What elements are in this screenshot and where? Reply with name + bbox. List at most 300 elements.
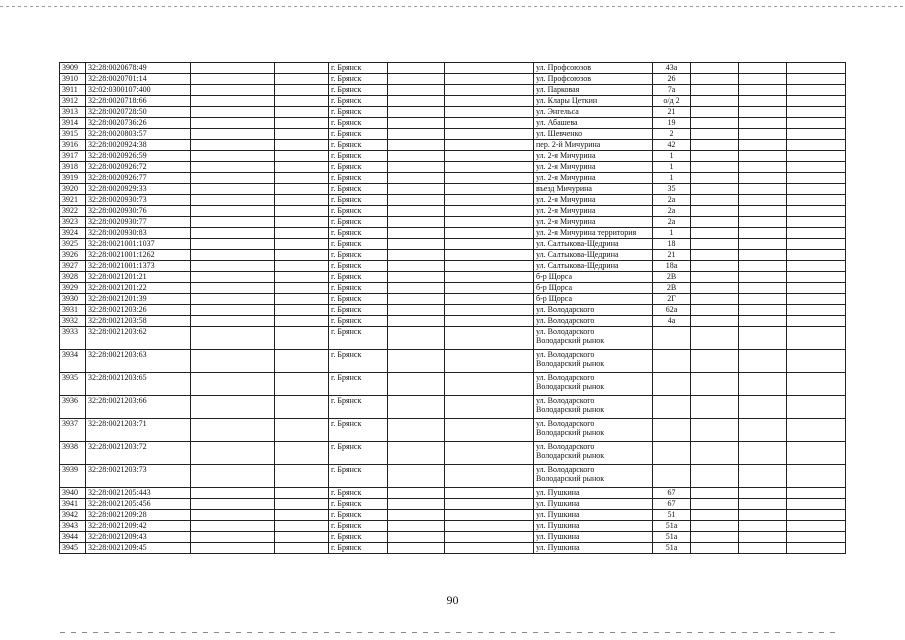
house-number-text: 18а: [665, 261, 678, 270]
city-text: г. Брянск: [331, 96, 362, 105]
house-number-text: 2В: [666, 272, 677, 281]
empty-cell: [191, 195, 275, 206]
empty-cell: [691, 195, 739, 206]
empty-cell: [275, 373, 329, 396]
empty-cell: [275, 118, 329, 129]
street-cell: [534, 305, 653, 316]
table-row: [60, 350, 846, 373]
empty-cell: [739, 206, 787, 217]
empty-cell: [739, 373, 787, 396]
empty-cell: [388, 261, 445, 272]
house-number-cell: [653, 327, 691, 350]
house-number-text: 42: [667, 140, 676, 149]
empty-cell: [388, 442, 445, 465]
empty-cell: [191, 107, 275, 118]
city-text: г. Брянск: [331, 305, 362, 314]
empty-cell: [787, 173, 846, 184]
empty-cell: [691, 228, 739, 239]
cadastral-number-text: 32:28:0021203:62: [88, 327, 147, 336]
cadastral-number-cell: [86, 96, 191, 107]
row-number-text: 3925: [62, 239, 78, 248]
house-number-cell: [653, 261, 691, 272]
table-row: [60, 107, 846, 118]
empty-cell: [388, 283, 445, 294]
city-cell: [329, 272, 388, 283]
empty-cell: [691, 294, 739, 305]
house-number-text: 2а: [667, 195, 676, 204]
row-number-text: 3936: [62, 396, 78, 405]
cadastral-number-text: 32:28:0021209:43: [88, 532, 147, 541]
empty-cell: [691, 107, 739, 118]
row-number-text: 3920: [62, 184, 78, 193]
city-text: г. Брянск: [331, 250, 362, 259]
empty-cell: [388, 228, 445, 239]
house-number-cell: [653, 107, 691, 118]
row-number-text: 3942: [62, 510, 78, 519]
house-number-text: 1: [669, 228, 674, 237]
empty-cell: [388, 107, 445, 118]
cadastral-number-text: 32:28:0021203:26: [88, 305, 147, 314]
street-cell: [534, 510, 653, 521]
city-cell: [329, 85, 388, 96]
street-text: ул. Профсоюзов: [536, 74, 592, 83]
house-number-text: 1: [669, 162, 674, 171]
empty-cell: [388, 206, 445, 217]
street-text: ул. Клары Цеткин: [536, 96, 598, 105]
empty-cell: [739, 140, 787, 151]
house-number-cell: [653, 532, 691, 543]
house-number-text: 2Г: [667, 294, 676, 303]
row-number-cell: [60, 488, 86, 499]
row-number-cell: [60, 184, 86, 195]
row-number-cell: [60, 305, 86, 316]
street-cell: [534, 327, 653, 350]
row-number-text: 3940: [62, 488, 78, 497]
empty-cell: [787, 206, 846, 217]
empty-cell: [191, 228, 275, 239]
empty-cell: [691, 283, 739, 294]
cadastral-number-text: 32:28:0020926:59: [88, 151, 147, 160]
cadastral-number-cell: [86, 373, 191, 396]
empty-cell: [275, 63, 329, 74]
empty-cell: [739, 228, 787, 239]
empty-cell: [739, 488, 787, 499]
street-cell: [534, 465, 653, 488]
row-number-cell: [60, 85, 86, 96]
empty-cell: [739, 261, 787, 272]
empty-cell: [787, 184, 846, 195]
empty-cell: [388, 63, 445, 74]
empty-cell: [191, 173, 275, 184]
city-text: г. Брянск: [331, 173, 362, 182]
empty-cell: [691, 305, 739, 316]
empty-cell: [691, 74, 739, 85]
empty-cell: [787, 442, 846, 465]
city-cell: [329, 488, 388, 499]
row-number-cell: [60, 118, 86, 129]
city-cell: [329, 217, 388, 228]
empty-cell: [739, 419, 787, 442]
table-row: [60, 228, 846, 239]
street-cell: [534, 74, 653, 85]
empty-cell: [691, 151, 739, 162]
table-row: [60, 488, 846, 499]
empty-cell: [275, 162, 329, 173]
cadastral-number-text: 32:28:0021001:1037: [88, 239, 155, 248]
empty-cell: [739, 162, 787, 173]
street-note-text: Володарский рынок: [536, 405, 605, 414]
table-row: [60, 396, 846, 419]
street-text: ул. Пушкина: [536, 532, 580, 541]
empty-cell: [275, 327, 329, 350]
city-cell: [329, 107, 388, 118]
city-cell: [329, 465, 388, 488]
cadastral-number-text: 32:28:0021203:71: [88, 419, 147, 428]
empty-cell: [275, 350, 329, 373]
house-number-cell: [653, 396, 691, 419]
empty-cell: [275, 228, 329, 239]
street-note-text: Володарский рынок: [536, 451, 605, 460]
empty-cell: [388, 239, 445, 250]
empty-cell: [388, 151, 445, 162]
empty-cell: [691, 488, 739, 499]
cadastral-number-text: 32:28:0020929:33: [88, 184, 147, 193]
row-number-cell: [60, 239, 86, 250]
empty-cell: [191, 294, 275, 305]
street-cell: [534, 206, 653, 217]
empty-cell: [191, 499, 275, 510]
cadastral-number-text: 32:28:0020924:38: [88, 140, 147, 149]
empty-cell: [388, 419, 445, 442]
table-row: [60, 283, 846, 294]
row-number-cell: [60, 162, 86, 173]
table-body: [60, 63, 846, 554]
empty-cell: [787, 151, 846, 162]
table-row: [60, 173, 846, 184]
city-cell: [329, 184, 388, 195]
empty-cell: [191, 63, 275, 74]
empty-cell: [445, 107, 534, 118]
empty-cell: [739, 294, 787, 305]
house-number-text: 26: [667, 74, 676, 83]
table-row: [60, 217, 846, 228]
empty-cell: [691, 272, 739, 283]
street-cell: [534, 442, 653, 465]
empty-cell: [445, 63, 534, 74]
scan-edge-bottom: [60, 632, 840, 633]
cadastral-number-cell: [86, 228, 191, 239]
cadastral-number-text: 32:28:0021205:443: [88, 488, 151, 497]
empty-cell: [787, 261, 846, 272]
page-number: 90: [446, 593, 459, 607]
house-number-cell: [653, 129, 691, 140]
table-row: [60, 63, 846, 74]
empty-cell: [739, 272, 787, 283]
empty-cell: [191, 543, 275, 554]
empty-cell: [191, 373, 275, 396]
row-number-cell: [60, 151, 86, 162]
city-text: г. Брянск: [331, 228, 362, 237]
street-cell: [534, 316, 653, 327]
row-number-cell: [60, 521, 86, 532]
empty-cell: [191, 442, 275, 465]
empty-cell: [787, 107, 846, 118]
cadastral-number-text: 32:28:0021203:73: [88, 465, 147, 474]
cadastral-number-text: 32:28:0021201:39: [88, 294, 147, 303]
empty-cell: [445, 327, 534, 350]
empty-cell: [445, 305, 534, 316]
city-text: г. Брянск: [331, 140, 362, 149]
table-row: [60, 419, 846, 442]
empty-cell: [191, 510, 275, 521]
empty-cell: [388, 250, 445, 261]
city-cell: [329, 373, 388, 396]
empty-cell: [739, 151, 787, 162]
house-number-cell: [653, 316, 691, 327]
row-number-text: 3915: [62, 129, 78, 138]
empty-cell: [739, 350, 787, 373]
house-number-cell: [653, 305, 691, 316]
empty-cell: [691, 217, 739, 228]
empty-cell: [388, 316, 445, 327]
empty-cell: [445, 532, 534, 543]
empty-cell: [787, 350, 846, 373]
empty-cell: [691, 85, 739, 96]
house-number-text: 62а: [665, 305, 678, 314]
house-number-text: 7а: [667, 85, 676, 94]
table-row: [60, 140, 846, 151]
empty-cell: [691, 350, 739, 373]
empty-cell: [191, 283, 275, 294]
empty-cell: [691, 465, 739, 488]
house-number-text: 2а: [667, 217, 676, 226]
row-number-text: 3927: [62, 261, 78, 270]
empty-cell: [388, 532, 445, 543]
city-cell: [329, 283, 388, 294]
row-number-cell: [60, 107, 86, 118]
empty-cell: [445, 396, 534, 419]
empty-cell: [191, 74, 275, 85]
row-number-text: 3945: [62, 543, 78, 552]
empty-cell: [739, 521, 787, 532]
row-number-cell: [60, 316, 86, 327]
empty-cell: [388, 217, 445, 228]
empty-cell: [445, 510, 534, 521]
house-number-text: 2а: [667, 206, 676, 215]
city-text: г. Брянск: [331, 442, 362, 451]
cadastral-number-cell: [86, 261, 191, 272]
street-cell: [534, 294, 653, 305]
cadastral-number-text: 32:28:0021205:456: [88, 499, 151, 508]
empty-cell: [191, 239, 275, 250]
row-number-text: 3928: [62, 272, 78, 281]
cadastral-number-text: 32:28:0020728:50: [88, 107, 147, 116]
cadastral-number-cell: [86, 195, 191, 206]
cadastral-number-cell: [86, 173, 191, 184]
table-row: [60, 465, 846, 488]
city-cell: [329, 532, 388, 543]
empty-cell: [739, 327, 787, 350]
empty-cell: [691, 239, 739, 250]
row-number-cell: [60, 283, 86, 294]
house-number-cell: [653, 373, 691, 396]
empty-cell: [388, 195, 445, 206]
empty-cell: [275, 499, 329, 510]
table-row: [60, 195, 846, 206]
city-cell: [329, 140, 388, 151]
street-cell: [534, 396, 653, 419]
empty-cell: [191, 151, 275, 162]
empty-cell: [691, 521, 739, 532]
empty-cell: [445, 151, 534, 162]
street-cell: [534, 195, 653, 206]
row-number-cell: [60, 510, 86, 521]
empty-cell: [445, 543, 534, 554]
empty-cell: [787, 140, 846, 151]
empty-cell: [445, 350, 534, 373]
city-text: г. Брянск: [331, 151, 362, 160]
empty-cell: [191, 305, 275, 316]
empty-cell: [275, 316, 329, 327]
empty-cell: [191, 140, 275, 151]
cadastral-number-text: 32:28:0020926:77: [88, 173, 147, 182]
city-text: г. Брянск: [331, 184, 362, 193]
city-cell: [329, 442, 388, 465]
city-cell: [329, 228, 388, 239]
row-number-text: 3939: [62, 465, 78, 474]
row-number-cell: [60, 261, 86, 272]
empty-cell: [388, 373, 445, 396]
table-row: [60, 327, 846, 350]
street-cell: [534, 107, 653, 118]
city-cell: [329, 396, 388, 419]
empty-cell: [787, 85, 846, 96]
row-number-text: 3929: [62, 283, 78, 292]
empty-cell: [739, 129, 787, 140]
empty-cell: [787, 96, 846, 107]
empty-cell: [388, 305, 445, 316]
cadastral-number-text: 32:28:0020930:83: [88, 228, 147, 237]
empty-cell: [388, 488, 445, 499]
empty-cell: [445, 74, 534, 85]
empty-cell: [275, 129, 329, 140]
house-number-cell: [653, 173, 691, 184]
table-row: [60, 294, 846, 305]
empty-cell: [191, 206, 275, 217]
empty-cell: [445, 217, 534, 228]
city-text: г. Брянск: [331, 195, 362, 204]
empty-cell: [191, 250, 275, 261]
empty-cell: [739, 442, 787, 465]
row-number-cell: [60, 63, 86, 74]
city-text: г. Брянск: [331, 350, 362, 359]
house-number-cell: [653, 96, 691, 107]
house-number-cell: [653, 521, 691, 532]
cadastral-number-cell: [86, 327, 191, 350]
empty-cell: [388, 465, 445, 488]
street-text: ул. 2-я Мичурина: [536, 173, 596, 182]
street-text: ул. Володарского: [536, 373, 595, 382]
empty-cell: [388, 140, 445, 151]
empty-cell: [739, 305, 787, 316]
table-row: [60, 272, 846, 283]
empty-cell: [275, 74, 329, 85]
street-text: ул. 2-я Мичурина территория: [536, 228, 637, 237]
empty-cell: [691, 543, 739, 554]
city-cell: [329, 327, 388, 350]
row-number-text: 3941: [62, 499, 78, 508]
row-number-cell: [60, 350, 86, 373]
empty-cell: [191, 184, 275, 195]
street-note-text: Володарский рынок: [536, 336, 605, 345]
cadastral-number-text: 32:28:0020678:49: [88, 63, 147, 72]
house-number-text: 2: [669, 129, 674, 138]
empty-cell: [787, 305, 846, 316]
empty-cell: [787, 294, 846, 305]
empty-cell: [739, 465, 787, 488]
row-number-cell: [60, 543, 86, 554]
empty-cell: [191, 521, 275, 532]
row-number-cell: [60, 327, 86, 350]
empty-cell: [275, 85, 329, 96]
row-number-text: 3935: [62, 373, 78, 382]
cadastral-number-text: 32:28:0021201:22: [88, 283, 147, 292]
street-text: ул. Салтыкова-Щедрина: [536, 261, 619, 270]
empty-cell: [275, 96, 329, 107]
empty-cell: [787, 419, 846, 442]
empty-cell: [191, 118, 275, 129]
house-number-cell: [653, 465, 691, 488]
house-number-cell: [653, 228, 691, 239]
empty-cell: [275, 217, 329, 228]
street-text: ул. Пушкина: [536, 510, 580, 519]
empty-cell: [787, 532, 846, 543]
table-row: [60, 162, 846, 173]
row-number-text: 3937: [62, 419, 78, 428]
empty-cell: [388, 294, 445, 305]
table-row: [60, 521, 846, 532]
empty-cell: [388, 521, 445, 532]
empty-cell: [388, 350, 445, 373]
cadastral-number-text: 32:28:0021203:65: [88, 373, 147, 382]
street-text: ул. 2-я Мичурина: [536, 162, 596, 171]
city-text: г. Брянск: [331, 107, 362, 116]
empty-cell: [739, 499, 787, 510]
empty-cell: [275, 140, 329, 151]
empty-cell: [445, 488, 534, 499]
city-text: г. Брянск: [331, 316, 362, 325]
street-cell: [534, 543, 653, 554]
street-cell: [534, 250, 653, 261]
street-cell: [534, 419, 653, 442]
empty-cell: [191, 532, 275, 543]
empty-cell: [445, 419, 534, 442]
empty-cell: [445, 162, 534, 173]
empty-cell: [275, 521, 329, 532]
empty-cell: [275, 305, 329, 316]
street-cell: [534, 96, 653, 107]
street-text: ул. Пушкина: [536, 499, 580, 508]
row-number-cell: [60, 195, 86, 206]
city-text: г. Брянск: [331, 272, 362, 281]
cadastral-number-text: 32:28:0021209:28: [88, 510, 147, 519]
house-number-text: 21: [667, 107, 676, 116]
street-text: ул. Володарского: [536, 465, 595, 474]
empty-cell: [787, 373, 846, 396]
empty-cell: [787, 217, 846, 228]
empty-cell: [739, 250, 787, 261]
cadastral-number-text: 32:28:0020926:72: [88, 162, 147, 171]
